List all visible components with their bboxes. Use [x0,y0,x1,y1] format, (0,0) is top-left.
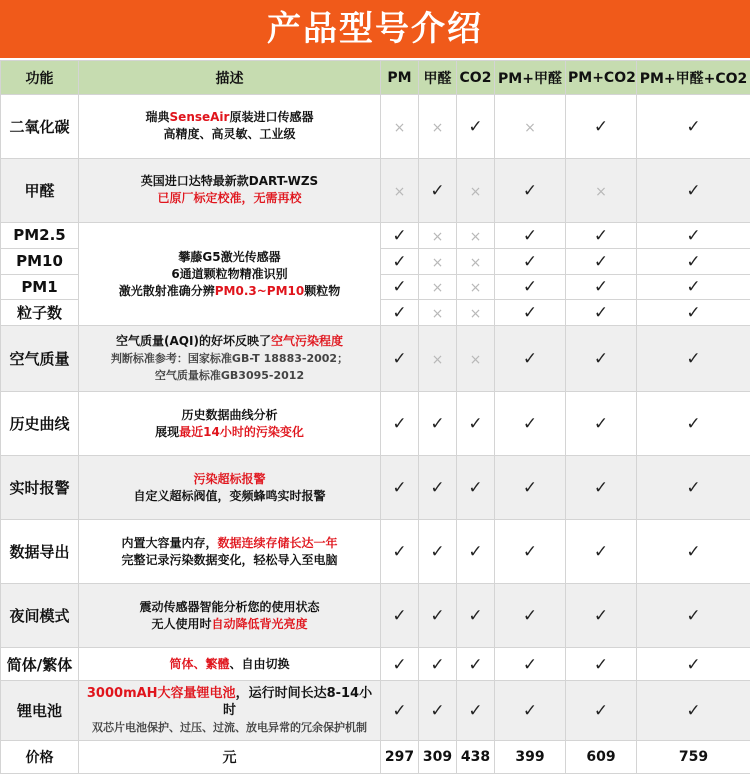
support-cell [419,456,457,520]
description-line [81,488,378,505]
support-cell [457,456,495,520]
feature-name: 粒子数 [1,300,79,326]
support-cell [419,248,457,274]
cross-icon: × [431,352,444,369]
check-icon: ✓ [686,303,701,324]
support-cell [381,520,419,584]
header-feature: 功能 [1,61,79,95]
header-description: 描述 [79,61,381,95]
support-cell [637,648,750,681]
feature-name: PM10 [1,248,79,274]
table-row [1,456,750,520]
check-icon: ✓ [522,251,538,272]
support-cell [419,584,457,648]
cross-icon: × [431,254,444,271]
support-cell [637,95,750,159]
check-icon: ✓ [392,225,407,246]
description-text: 瑞典 [145,110,170,125]
cross-icon: × [431,280,444,297]
support-cell [637,248,750,274]
check-icon: ✓ [522,542,538,563]
description-line [81,599,378,616]
check-icon: ✓ [686,225,701,246]
price-value: 609 [566,740,637,773]
check-icon: ✓ [392,414,407,435]
check-icon: ✓ [522,180,538,201]
description-line [81,656,378,673]
check-icon: ✓ [593,303,609,324]
check-icon: ✓ [430,180,445,201]
support-cell [419,392,457,456]
check-icon: ✓ [686,606,701,627]
check-icon: ✓ [593,542,609,563]
support-cell [381,326,419,392]
check-icon: ✓ [392,542,407,563]
check-icon: ✓ [430,700,445,721]
support-cell [566,520,637,584]
feature-description [79,392,381,456]
price-value: 399 [495,740,566,773]
support-cell [381,158,419,222]
check-icon: ✓ [522,225,538,246]
description-line [81,535,378,552]
description-text: 历史数据曲线分析 [181,407,278,422]
check-icon: ✓ [522,303,538,324]
feature-name: 锂电池 [1,681,79,741]
support-cell [419,158,457,222]
description-text: 英国进口达特最新款DART-WZS [140,174,319,189]
support-cell [637,274,750,300]
support-cell [419,681,457,741]
support-cell [495,158,566,222]
table-row [1,681,750,741]
description-text: 展现 [155,424,180,439]
support-cell [457,248,495,274]
check-icon: ✓ [686,251,701,272]
check-icon: ✓ [468,414,483,435]
support-cell [457,648,495,681]
support-cell [419,648,457,681]
support-cell [566,248,637,274]
check-icon: ✓ [468,700,483,721]
check-icon: ✓ [522,654,538,675]
support-cell [457,392,495,456]
support-cell [495,520,566,584]
description-text: 简体、繁體 [169,656,230,671]
check-icon: ✓ [468,654,483,675]
table-row [1,520,750,584]
check-icon: ✓ [593,414,609,435]
feature-description [79,456,381,520]
cross-icon: × [469,352,482,369]
model-comparison-table [0,60,750,774]
support-cell [457,584,495,648]
support-cell [566,584,637,648]
support-cell [495,222,566,248]
support-cell [637,300,750,326]
feature-description [79,681,381,741]
support-cell [381,95,419,159]
description-line [81,471,378,488]
description-text: PM0.3~PM10 [214,283,305,298]
check-icon: ✓ [430,654,445,675]
support-cell [637,584,750,648]
check-icon: ✓ [392,349,407,370]
feature-name: 简体/繁体 [1,648,79,681]
description-line [81,407,378,424]
support-cell [566,158,637,222]
support-cell [566,648,637,681]
table-row [1,648,750,681]
support-cell [457,158,495,222]
support-cell [457,95,495,159]
support-cell [419,274,457,300]
feature-description [79,648,381,681]
table-row [1,95,750,159]
support-cell [457,520,495,584]
check-icon: ✓ [593,277,609,298]
check-icon: ✓ [593,700,609,721]
description-text: 无人使用时 [151,616,212,631]
page-title: 产品型号介绍 [0,0,750,58]
support-cell [381,222,419,248]
check-icon: ✓ [686,414,701,435]
check-icon: ✓ [468,606,483,627]
support-cell [419,95,457,159]
support-cell [495,326,566,392]
check-icon: ✓ [522,277,538,298]
support-cell [495,392,566,456]
table-row [1,222,750,248]
check-icon: ✓ [593,478,609,499]
support-cell [637,456,750,520]
support-cell [457,681,495,741]
check-icon: ✓ [686,700,701,721]
cross-icon: × [595,183,607,200]
check-icon: ✓ [686,654,701,675]
header-model: PM+甲醛 [495,61,566,95]
support-cell [381,248,419,274]
description-line [81,350,378,367]
description-text: 原装进口传感器 [229,110,314,125]
description-text: 判断标准参考：国家标准GB-T 18883-2002； [110,352,349,366]
check-icon: ✓ [468,116,483,137]
table-row [1,158,750,222]
check-icon: ✓ [392,478,407,499]
description-text: 颗粒物 [304,283,341,298]
description-text: 震动传感器智能分析您的使用状态 [139,599,320,614]
description-text: 3000mAH大容量锂电池 [86,685,236,701]
description-line [81,367,378,384]
support-cell [381,681,419,741]
description-text: 空气质量标准GB3095-2012 [154,369,305,383]
support-cell [381,648,419,681]
header-model: PM [381,61,419,95]
description-line [81,109,378,126]
cross-icon: × [469,228,482,245]
check-icon: ✓ [392,277,407,298]
description-text: 空气污染程度 [270,334,343,349]
feature-name: PM1 [1,274,79,300]
support-cell [637,392,750,456]
feature-name: 二氧化碳 [1,95,79,159]
check-icon: ✓ [468,542,483,563]
cross-icon: × [431,119,444,136]
header-model: PM+CO2 [566,61,637,95]
support-cell [495,300,566,326]
support-cell [381,392,419,456]
description-text: 自定义超标阀值，变频蜂鸣实时报警 [133,488,326,503]
feature-name: 甲醛 [1,158,79,222]
header-model: PM+甲醛+CO2 [637,61,750,95]
support-cell [637,222,750,248]
description-text: 已原厂标定校准，无需再校 [157,191,302,206]
check-icon: ✓ [522,478,538,499]
check-icon: ✓ [522,606,538,627]
support-cell [495,274,566,300]
check-icon: ✓ [392,700,407,721]
check-icon: ✓ [593,606,609,627]
check-icon: ✓ [686,349,701,370]
support-cell [495,681,566,741]
check-icon: ✓ [430,414,445,435]
description-line [81,719,378,736]
check-icon: ✓ [430,606,445,627]
description-line [81,333,378,350]
cross-icon: × [431,306,444,323]
header-model: CO2 [457,61,495,95]
support-cell [495,95,566,159]
feature-description [79,158,381,222]
feature-name: 数据导出 [1,520,79,584]
price-value: 297 [381,740,419,773]
description-text: 高精度、高灵敏、工业级 [163,127,296,142]
support-cell [419,326,457,392]
check-icon: ✓ [593,251,609,272]
description-text: 污染超标报警 [193,471,266,486]
description-line [81,552,378,569]
support-cell [495,584,566,648]
cross-icon: × [393,119,406,136]
check-icon: ✓ [392,654,407,675]
support-cell [637,681,750,741]
price-label: 价格 [1,740,79,773]
support-cell [566,681,637,741]
check-icon: ✓ [522,700,538,721]
support-cell [457,300,495,326]
price-row [1,740,750,773]
cross-icon: × [469,254,482,271]
check-icon: ✓ [593,116,609,137]
header-model: 甲醛 [419,61,457,95]
check-icon: ✓ [522,414,538,435]
support-cell [637,326,750,392]
table-row [1,392,750,456]
description-line [81,616,378,633]
description-line [81,266,378,283]
cross-icon: × [469,183,482,200]
description-line [81,685,378,719]
check-icon: ✓ [593,654,609,675]
check-icon: ✓ [392,606,407,627]
description-line [81,173,378,190]
description-text: 内置大容量内存， [121,535,218,550]
table-row [1,584,750,648]
price-value: 438 [457,740,495,773]
check-icon: ✓ [468,478,483,499]
check-icon: ✓ [686,478,701,499]
header-row [1,61,750,95]
check-icon: ✓ [430,478,445,499]
support-cell [419,222,457,248]
check-icon: ✓ [430,542,445,563]
check-icon: ✓ [392,251,407,272]
description-text: 数据连续存储长达一年 [217,535,338,550]
description-text: ，运行时间长达8-14小时 [222,685,373,718]
support-cell [566,392,637,456]
feature-description [79,520,381,584]
feature-description [79,222,381,325]
check-icon: ✓ [593,349,609,370]
support-cell [566,456,637,520]
description-text: 空气质量(AQI)的好坏反映了 [116,334,271,349]
check-icon: ✓ [522,349,538,370]
description-text: 、自由切换 [229,656,290,671]
cross-icon: × [524,119,536,136]
support-cell [381,300,419,326]
description-line [81,126,378,143]
description-text: SenseAir [169,110,230,125]
description-text: 最近14小时的污染变化 [179,424,304,439]
description-text: 双芯片电池保护、过压、过流、放电异常的冗余保护机制 [92,720,367,734]
support-cell [566,222,637,248]
cross-icon: × [469,280,482,297]
check-icon: ✓ [392,303,407,324]
support-cell [495,648,566,681]
description-text: 攀藤G5激光传感器 [178,249,281,264]
support-cell [637,158,750,222]
description-text: 6通道颗粒物精准识别 [171,266,288,281]
cross-icon: × [393,183,406,200]
feature-name: 历史曲线 [1,392,79,456]
support-cell [566,95,637,159]
description-line [81,190,378,207]
feature-description [79,326,381,392]
feature-description [79,584,381,648]
price-value: 309 [419,740,457,773]
support-cell [637,520,750,584]
description-line [81,424,378,441]
description-text: 激光散射准确分辨 [118,283,215,298]
support-cell [381,274,419,300]
support-cell [566,274,637,300]
feature-name: PM2.5 [1,222,79,248]
description-line [81,249,378,266]
check-icon: ✓ [686,180,701,201]
description-line [81,283,378,300]
support-cell [381,456,419,520]
feature-name: 实时报警 [1,456,79,520]
support-cell [381,584,419,648]
check-icon: ✓ [686,116,701,137]
price-unit: 元 [79,740,381,773]
feature-description [79,95,381,159]
feature-name: 夜间模式 [1,584,79,648]
check-icon: ✓ [593,225,609,246]
support-cell [495,248,566,274]
support-cell [457,274,495,300]
price-value: 759 [637,740,750,773]
support-cell [566,300,637,326]
description-text: 自动降低背光亮度 [211,616,308,631]
check-icon: ✓ [686,542,701,563]
cross-icon: × [469,306,482,323]
support-cell [457,222,495,248]
support-cell [419,300,457,326]
table-row [1,326,750,392]
check-icon: ✓ [686,277,701,298]
feature-name: 空气质量 [1,326,79,392]
support-cell [495,456,566,520]
support-cell [566,326,637,392]
support-cell [457,326,495,392]
description-text: 完整记录污染数据变化，轻松导入至电脑 [121,552,338,567]
support-cell [419,520,457,584]
cross-icon: × [431,228,444,245]
